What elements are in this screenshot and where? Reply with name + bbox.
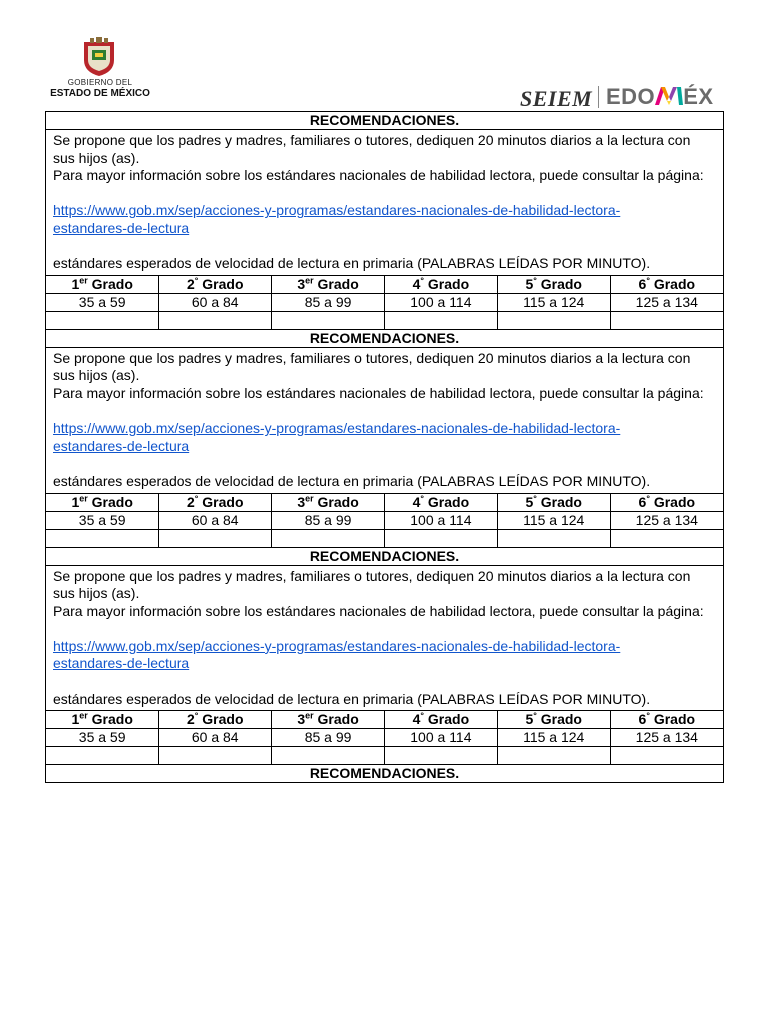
- seiem-logo: SEIEM: [520, 86, 593, 111]
- grade-header: [159, 276, 272, 294]
- grades-table-cell: [46, 711, 724, 765]
- empty-cell[interactable]: [497, 529, 610, 547]
- grade-number: 2: [186, 275, 195, 292]
- empty-cell[interactable]: [272, 311, 385, 329]
- empty-cell[interactable]: [610, 529, 723, 547]
- grade-ordinal: er: [305, 492, 314, 503]
- grades-table: [46, 276, 723, 329]
- grade-header: [159, 711, 272, 729]
- government-label-line1: GOBIERNO DEL: [67, 78, 133, 87]
- grade-header: [384, 494, 497, 512]
- grade-number: 2: [186, 493, 195, 510]
- government-label-line2: ESTADO DE MÉXICO: [50, 88, 150, 99]
- grade-label: Grado: [649, 711, 696, 728]
- section-body-row: [46, 565, 724, 711]
- grade-label: Grado: [424, 493, 470, 510]
- grade-range: 60 a 84: [159, 729, 272, 747]
- blank-line: [53, 403, 716, 421]
- grade-label: Grado: [87, 275, 133, 292]
- grade-ordinal: °: [533, 710, 537, 721]
- empty-cell[interactable]: [46, 311, 159, 329]
- grades-table-row: [46, 493, 724, 547]
- grade-range: 35 a 59: [46, 511, 159, 529]
- blank-line: [53, 455, 716, 473]
- grade-header: [46, 494, 159, 512]
- grade-ordinal: °: [533, 275, 537, 286]
- grade-number: 4: [412, 275, 421, 292]
- link-line1: https://www.gob.mx/sep/acciones-y-programas/estandares-nacionales-de-habilidad-lectora-: [53, 202, 621, 219]
- grade-range: 35 a 59: [46, 293, 159, 311]
- page-header: [0, 0, 768, 112]
- grade-ordinal: °: [646, 492, 650, 503]
- state-crest-logo: [78, 36, 120, 78]
- section-body: [46, 565, 724, 711]
- grade-number: 3: [297, 711, 306, 728]
- grade-number: 6: [638, 275, 647, 292]
- standards-link[interactable]: [53, 420, 620, 454]
- grade-number: 1: [71, 493, 80, 510]
- grade-label: Grado: [536, 275, 582, 292]
- grade-label: Grado: [313, 493, 359, 510]
- edomex-m-icon: [655, 87, 683, 105]
- grade-label: Grado: [536, 493, 582, 510]
- grade-header: [272, 711, 385, 729]
- grade-number: 5: [525, 493, 534, 510]
- section-title: RECOMENDACIONES.: [46, 765, 724, 783]
- recommendation-paragraph: Se propone que los padres y madres, familiares o tutores, dediquen 20 minutos diarios a la lectura con sus hijos (as).: [53, 132, 691, 166]
- link-line2: estandares-de-lectura: [53, 655, 190, 672]
- recommendations-document: [45, 111, 724, 783]
- grade-label: Grado: [313, 275, 359, 292]
- grades-header-row: [46, 711, 723, 729]
- blank-line: [53, 185, 716, 203]
- grade-range: 115 a 124: [497, 729, 610, 747]
- section-body: [46, 347, 724, 493]
- grade-range: 115 a 124: [497, 511, 610, 529]
- grade-label: Grado: [313, 711, 359, 728]
- grades-range-row: [46, 511, 723, 529]
- grade-range: 125 a 134: [610, 511, 723, 529]
- grade-header: [46, 711, 159, 729]
- grade-number: 5: [525, 711, 534, 728]
- grade-range: 60 a 84: [159, 293, 272, 311]
- grade-range: 125 a 134: [610, 729, 723, 747]
- grade-header: [610, 276, 723, 294]
- grade-ordinal: °: [194, 275, 199, 286]
- section-body-row: [46, 347, 724, 493]
- edomex-suffix: ÉX: [683, 84, 714, 109]
- blank-line: [53, 620, 716, 638]
- grades-header-row: [46, 494, 723, 512]
- section-title: RECOMENDACIONES.: [46, 547, 724, 565]
- empty-cell[interactable]: [159, 747, 272, 765]
- grade-header: [610, 711, 723, 729]
- grade-ordinal: er: [79, 275, 88, 286]
- empty-cell[interactable]: [497, 747, 610, 765]
- grade-label: Grado: [87, 711, 133, 728]
- empty-cell[interactable]: [610, 311, 723, 329]
- empty-cell[interactable]: [159, 529, 272, 547]
- grade-range: 35 a 59: [46, 729, 159, 747]
- edomex-logo: [606, 84, 714, 110]
- grade-label: Grado: [198, 711, 244, 728]
- grade-header: [497, 276, 610, 294]
- logo-divider: [598, 86, 599, 108]
- standards-caption: estándares esperados de velocidad de lectura en primaria (PALABRAS LEÍDAS POR MINUTO).: [53, 690, 651, 707]
- grades-empty-row: [46, 311, 723, 329]
- standards-link[interactable]: [53, 638, 620, 672]
- grade-header: [610, 494, 723, 512]
- grade-ordinal: er: [79, 492, 88, 503]
- grade-ordinal: er: [305, 275, 314, 286]
- grade-number: 1: [71, 275, 80, 292]
- grade-label: Grado: [87, 493, 133, 510]
- grade-label: Grado: [198, 275, 244, 292]
- grades-empty-row: [46, 747, 723, 765]
- grade-label: Grado: [649, 493, 696, 510]
- grade-range: 85 a 99: [272, 729, 385, 747]
- section-title-row: [46, 112, 724, 130]
- link-line2: estandares-de-lectura: [53, 219, 190, 236]
- recommendation-paragraph: Se propone que los padres y madres, familiares o tutores, dediquen 20 minutos diarios a la lectura con sus hijos (as).: [53, 567, 691, 602]
- empty-cell[interactable]: [610, 747, 723, 765]
- info-paragraph: Para mayor información sobre los estándares nacionales de habilidad lectora, puede consultar la página:: [53, 167, 704, 184]
- empty-cell[interactable]: [272, 747, 385, 765]
- grade-range: 100 a 114: [384, 729, 497, 747]
- grade-range: 60 a 84: [159, 511, 272, 529]
- grade-label: Grado: [649, 275, 696, 292]
- grades-table: [46, 494, 723, 547]
- section-body: [46, 130, 724, 276]
- grade-ordinal: °: [533, 492, 537, 503]
- link-line1: https://www.gob.mx/sep/acciones-y-programas/estandares-nacionales-de-habilidad-lectora-: [53, 420, 621, 437]
- grade-header: [272, 494, 385, 512]
- grades-table-row: [46, 275, 724, 329]
- empty-cell[interactable]: [497, 311, 610, 329]
- blank-line: [53, 673, 716, 691]
- grades-header-row: [46, 276, 723, 294]
- link-line1: https://www.gob.mx/sep/acciones-y-programas/estandares-nacionales-de-habilidad-lectora-: [53, 637, 621, 654]
- grade-ordinal: °: [646, 275, 650, 286]
- grade-label: Grado: [424, 275, 470, 292]
- section-title: RECOMENDACIONES.: [46, 329, 724, 347]
- empty-cell[interactable]: [384, 529, 497, 547]
- grade-ordinal: °: [420, 492, 425, 503]
- recommendation-paragraph: Se propone que los padres y madres, familiares o tutores, dediquen 20 minutos diarios a la lectura con sus hijos (as).: [53, 349, 691, 384]
- edomex-prefix: EDO: [606, 84, 656, 109]
- grade-number: 4: [412, 493, 421, 510]
- empty-cell[interactable]: [159, 311, 272, 329]
- info-paragraph: Para mayor información sobre los estándares nacionales de habilidad lectora, puede consultar la página:: [53, 602, 704, 619]
- grade-ordinal: °: [420, 710, 425, 721]
- empty-cell[interactable]: [46, 747, 159, 765]
- grades-table: [46, 711, 723, 764]
- grade-label: Grado: [198, 493, 244, 510]
- grade-header: [46, 276, 159, 294]
- grade-number: 6: [638, 493, 647, 510]
- grade-ordinal: °: [420, 275, 425, 286]
- grade-header: [497, 494, 610, 512]
- grade-range: 85 a 99: [272, 293, 385, 311]
- grade-ordinal: °: [194, 710, 199, 721]
- grade-number: 4: [412, 711, 421, 728]
- grade-range: 100 a 114: [384, 293, 497, 311]
- grade-number: 5: [525, 275, 534, 292]
- standards-caption: estándares esperados de velocidad de lectura en primaria (PALABRAS LEÍDAS POR MINUTO).: [53, 472, 651, 489]
- grade-header: [497, 711, 610, 729]
- section-body-row: [46, 130, 724, 276]
- grade-ordinal: °: [646, 710, 650, 721]
- section-title-row: [46, 329, 724, 347]
- empty-cell[interactable]: [384, 747, 497, 765]
- grade-range: 100 a 114: [384, 511, 497, 529]
- grade-number: 3: [297, 275, 306, 292]
- grade-number: 1: [71, 711, 80, 728]
- info-paragraph: Para mayor información sobre los estándares nacionales de habilidad lectora, puede consultar la página:: [53, 384, 704, 401]
- grade-ordinal: er: [305, 710, 314, 721]
- standards-link[interactable]: [53, 202, 620, 236]
- grade-range: 85 a 99: [272, 511, 385, 529]
- grades-table-cell: [46, 275, 724, 329]
- grade-ordinal: °: [194, 492, 199, 503]
- section-title-row: [46, 547, 724, 565]
- grades-range-row: [46, 729, 723, 747]
- grade-label: Grado: [536, 711, 582, 728]
- grades-range-row: [46, 293, 723, 311]
- grade-number: 3: [297, 493, 306, 510]
- grade-range: 125 a 134: [610, 293, 723, 311]
- grade-header: [384, 711, 497, 729]
- grade-number: 2: [186, 711, 195, 728]
- grade-header: [159, 494, 272, 512]
- grade-number: 6: [638, 711, 647, 728]
- grade-header: [272, 276, 385, 294]
- grade-ordinal: er: [79, 710, 88, 721]
- empty-cell[interactable]: [272, 529, 385, 547]
- empty-cell[interactable]: [384, 311, 497, 329]
- grade-label: Grado: [424, 711, 470, 728]
- grade-header: [384, 276, 497, 294]
- empty-cell[interactable]: [46, 529, 159, 547]
- grades-table-row: [46, 711, 724, 765]
- standards-caption: estándares esperados de velocidad de lectura en primaria (PALABRAS LEÍDAS POR MINUTO).: [53, 255, 651, 272]
- grades-empty-row: [46, 529, 723, 547]
- grades-table-cell: [46, 493, 724, 547]
- blank-line: [53, 238, 716, 256]
- grade-range: 115 a 124: [497, 293, 610, 311]
- section-title-row: [46, 765, 724, 783]
- section-title: RECOMENDACIONES.: [46, 112, 724, 130]
- link-line2: estandares-de-lectura: [53, 437, 190, 454]
